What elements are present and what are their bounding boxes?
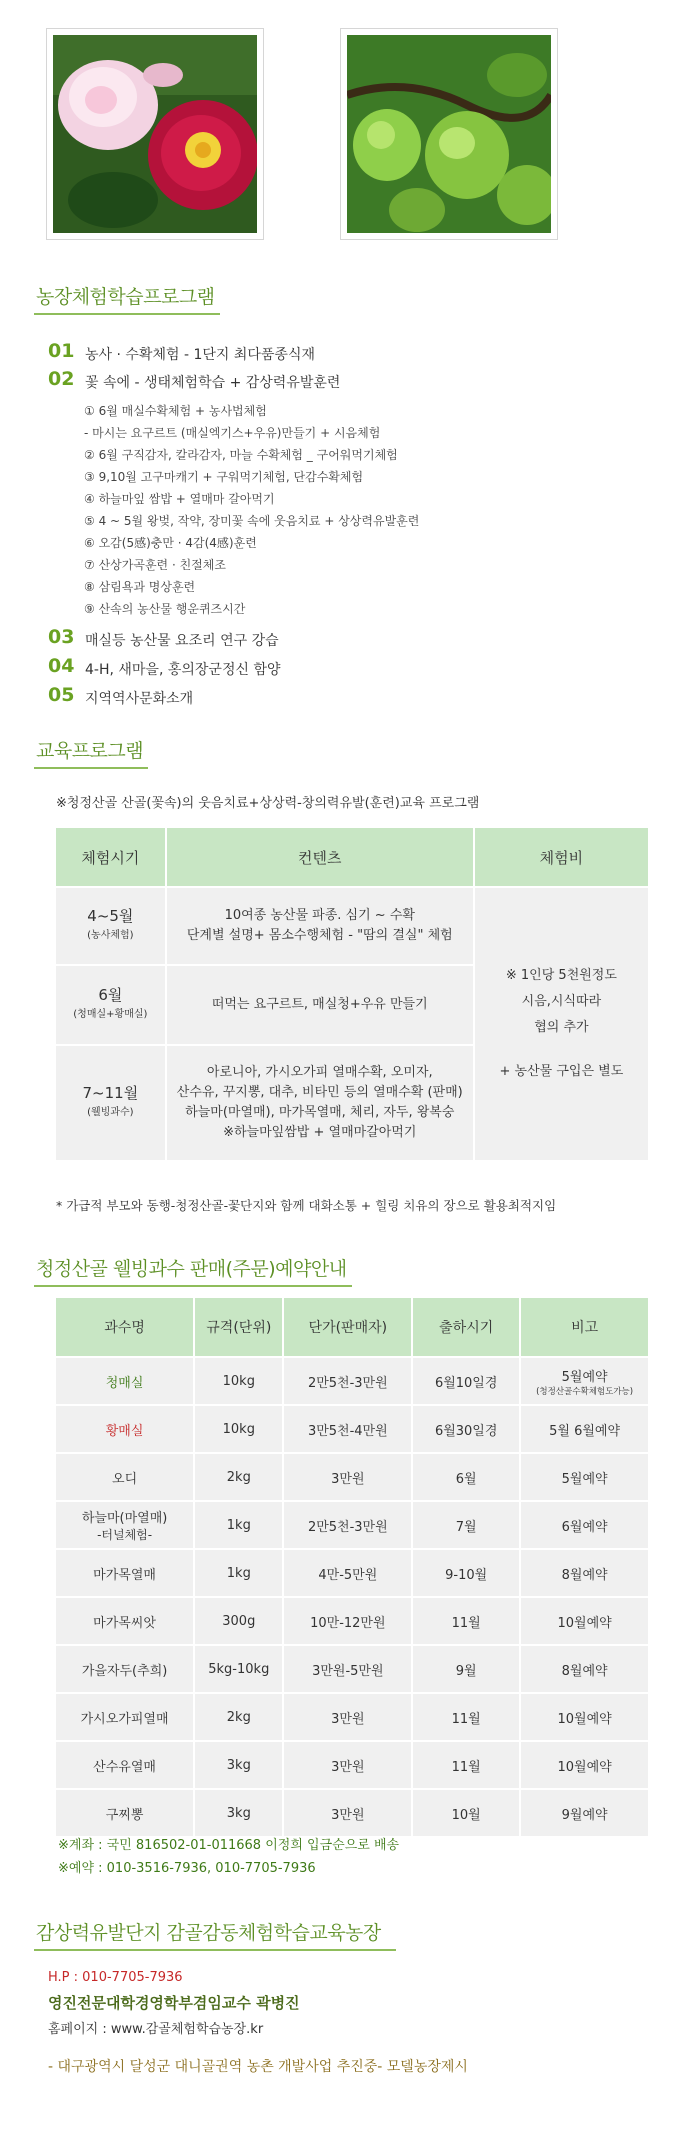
fruit-name: 마가목씨앗: [56, 1598, 193, 1644]
period-sublabel: (웰빙과수): [87, 1107, 134, 1118]
content-line: ※하늘마잎쌈밥 + 열매마갈아먹기: [223, 1125, 417, 1140]
contact-name: 영진전문대학경영학부겸임교수 곽병진: [48, 1994, 300, 2012]
period-sublabel: (청매실+황매실): [73, 1009, 148, 1020]
fruit-note: 8월예약: [521, 1550, 648, 1596]
program-subitem: - 마시는 요구르트 (매실엑기스+우유)만들기 + 시음체험: [84, 426, 381, 440]
fruit-name: [56, 1502, 193, 1548]
fruit-note: 10월예약: [521, 1742, 648, 1788]
table-header: 출하시기: [413, 1298, 519, 1356]
green-plum-photo: [340, 28, 558, 240]
peony-flower-photo: [46, 28, 264, 240]
item-number: 01: [48, 340, 75, 362]
education-intro: ※청정산골 산골(꽃속)의 웃음치료+상상력-창의력유발(훈련)교육 프로그램: [56, 796, 480, 811]
table-row: [56, 1358, 648, 1404]
fruit-ship: 6월10일경: [413, 1358, 519, 1404]
program-subitem: ⑥ 오감(5感)충만 · 4감(4感)훈련: [84, 536, 257, 550]
table-header: 컨텐츠: [167, 828, 473, 886]
note-sub: (청정산골수확체험도가능): [536, 1386, 634, 1397]
fruit-spec: 10kg: [195, 1358, 282, 1404]
program-subitem: ⑤ 4 ~ 5월 왕벚, 작약, 장미꽃 속에 웃음치료 + 상상력유발훈련: [84, 514, 420, 528]
table-row: [56, 888, 648, 964]
content-line: 하늘마(마열매), 마가목열매, 체리, 자두, 왕복숭: [185, 1105, 455, 1120]
sales-reservation-title: 청정산골 웰빙과수 판매(주문)예약안내: [36, 1254, 347, 1281]
fruit-name: 가을자두(추희): [56, 1646, 193, 1692]
program-subitem: ③ 9,10월 고구마캐기 + 구워먹기체험, 단감수확체험: [84, 470, 364, 484]
fruit-spec: 300g: [195, 1598, 282, 1644]
fruit-name: 오디: [56, 1454, 193, 1500]
reservation-phones: ※예약 : 010-3516-7936, 010-7705-7936: [58, 1861, 316, 1876]
fruit-price: 10만-12만원: [284, 1598, 411, 1644]
fruit-name: 구찌뽕: [56, 1790, 193, 1836]
fruit-note: 10월예약: [521, 1598, 648, 1644]
peony-flower-image: [53, 35, 257, 233]
content-line: 10여종 농산물 파종. 심기 ~ 수확: [224, 908, 415, 923]
table-row: [56, 1646, 648, 1692]
fruit-spec: 1kg: [195, 1550, 282, 1596]
fruit-price: 3만원-5만원: [284, 1646, 411, 1692]
development-slogan: - 대구광역시 달성군 대니골권역 농촌 개발사업 추진중- 모델농장제시: [48, 2059, 468, 2075]
table-row: [56, 1502, 648, 1548]
fruit-name-sub: -터널체험-: [97, 1528, 153, 1542]
table-row: [56, 1406, 648, 1452]
table-header: 비고: [521, 1298, 648, 1356]
program-subitem: ⑧ 삼림욕과 명상훈련: [84, 580, 196, 594]
program-item: 꽃 속에 - 생태체험학습 + 감상력유발훈련: [85, 375, 341, 391]
account-info: ※계좌 : 국민 816502-01-011668 이정희 입금순으로 배송: [58, 1838, 400, 1853]
fruit-spec: 5kg-10kg: [195, 1646, 282, 1692]
content-cell: [167, 966, 473, 1044]
table-row: [56, 1694, 648, 1740]
table-header: 체험비: [475, 828, 648, 886]
period-cell: [56, 966, 165, 1044]
content-line: 떠먹는 요구르트, 매실청+우유 만들기: [211, 997, 428, 1012]
fruit-spec: 3kg: [195, 1742, 282, 1788]
period-cell: [56, 888, 165, 964]
fruit-note: 6월예약: [521, 1502, 648, 1548]
fee-cell: [475, 888, 648, 1160]
fruit-note: 9월예약: [521, 1790, 648, 1836]
fruit-name: 산수유열매: [56, 1742, 193, 1788]
green-plum-image: [347, 35, 551, 233]
farm-contact-title: 감상력유발단지 감골감동체험학습교육농장: [36, 1918, 381, 1945]
fruit-price: 3만5천-4만원: [284, 1406, 411, 1452]
table-row: [56, 1790, 648, 1836]
homepage-link[interactable]: 홈페이지 : www.감골체험학습농장.kr: [48, 2022, 264, 2037]
period-label: 7~11월: [82, 1084, 139, 1102]
table-row: [56, 1598, 648, 1644]
content-line: 단계별 설명+ 몸소수행체험 - "땀의 결실" 체험: [186, 928, 453, 943]
program-item: 매실등 농산물 요조리 연구 강습: [85, 633, 279, 649]
fruit-ship: 7월: [413, 1502, 519, 1548]
program-item: 지역역사문화소개: [85, 691, 194, 707]
education-table: [54, 826, 650, 1162]
program-item: 농사 · 수확체험 - 1단지 최다품종식재: [85, 347, 315, 363]
fruit-spec: 1kg: [195, 1502, 282, 1548]
fruit-price: 2만5천-3만원: [284, 1358, 411, 1404]
program-subitem: ⑨ 산속의 농산물 행운퀴즈시간: [84, 602, 246, 616]
fee-line: ※ 1인당 5천원정도: [505, 968, 617, 983]
farm-program-title: 농장체험학습프로그램: [36, 282, 215, 309]
period-label: 6월: [98, 986, 123, 1004]
period-cell: [56, 1046, 165, 1160]
content-line: 아로니아, 가시오가피 열매수확, 오미자,: [206, 1065, 433, 1080]
fee-line: 시음,시식따라: [521, 994, 602, 1009]
fruit-spec: 2kg: [195, 1454, 282, 1500]
fruit-spec: 10kg: [195, 1406, 282, 1452]
fee-line: 협의 추가: [534, 1020, 589, 1035]
period-sublabel: (농사체험): [87, 930, 134, 941]
item-number: 04: [48, 655, 75, 677]
table-header-row: [56, 1298, 648, 1356]
fruit-note: [521, 1358, 648, 1404]
program-subitem: ② 6월 구직감자, 칼라감자, 마늘 수확체험 _ 구어워먹기체험: [84, 448, 398, 462]
table-row: [56, 1742, 648, 1788]
table-header: 과수명: [56, 1298, 193, 1356]
table-header: 규격(단위): [195, 1298, 282, 1356]
fruit-price: 3만원: [284, 1742, 411, 1788]
content-cell: [167, 888, 473, 964]
education-footnote: * 가급적 부모와 동행-청정산골-꽃단지와 함께 대화소통 + 힐링 치유의 장으로 활용최적지임: [56, 1198, 557, 1213]
fruit-ship: 11월: [413, 1694, 519, 1740]
contact-phone: H.P : 010-7705-7936: [48, 1970, 183, 1985]
item-number: 02: [48, 368, 75, 390]
fee-line: + 농산물 구입은 별도: [499, 1064, 624, 1079]
program-subitem: ⑦ 산상가곡훈련 · 친절체조: [84, 558, 226, 572]
table-header: 체험시기: [56, 828, 165, 886]
fruit-spec: 2kg: [195, 1694, 282, 1740]
fruit-name: 마가목열매: [56, 1550, 193, 1596]
fruit-note: 5월 6월예약: [521, 1406, 648, 1452]
item-number: 05: [48, 684, 75, 706]
fruit-price: 3만원: [284, 1454, 411, 1500]
fruit-note: 8월예약: [521, 1646, 648, 1692]
fruit-note: 5월예약: [521, 1454, 648, 1500]
fruit-ship: 6월: [413, 1454, 519, 1500]
fruit-name: 청매실: [56, 1358, 193, 1404]
fruit-name-main: 하늘마(마열매): [81, 1511, 168, 1526]
note-main: 5월예약: [561, 1369, 608, 1385]
fruit-ship: 11월: [413, 1598, 519, 1644]
fruit-name: 가시오가피열매: [56, 1694, 193, 1740]
fruit-ship: 11월: [413, 1742, 519, 1788]
fruit-price: 4만-5만원: [284, 1550, 411, 1596]
table-row: [56, 1454, 648, 1500]
fruit-price: 3만원: [284, 1790, 411, 1836]
fruit-ship: 9월: [413, 1646, 519, 1692]
content-cell: [167, 1046, 473, 1160]
period-label: 4~5월: [87, 907, 134, 925]
fruit-ship: 10월: [413, 1790, 519, 1836]
table-header: 단가(판매자): [284, 1298, 411, 1356]
program-item: 4-H, 새마을, 홍의장군정신 함양: [85, 662, 281, 678]
fruit-ship: 9-10월: [413, 1550, 519, 1596]
item-number: 03: [48, 626, 75, 648]
sales-table: [54, 1296, 650, 1838]
fruit-price: 2만5천-3만원: [284, 1502, 411, 1548]
table-row: [56, 1550, 648, 1596]
fee-spacer: [476, 1041, 647, 1059]
program-subitem: ④ 하늘마잎 쌈밥 + 열매마 갈아먹기: [84, 492, 275, 506]
content-line: 산수유, 꾸지뽕, 대추, 비타민 등의 열매수확 (판매): [176, 1085, 463, 1100]
fruit-price: 3만원: [284, 1694, 411, 1740]
fruit-spec: 3kg: [195, 1790, 282, 1836]
fruit-ship: 6월30일경: [413, 1406, 519, 1452]
education-program-title: 교육프로그램: [36, 736, 143, 763]
program-subitem: ① 6월 매실수확체험 + 농사법체험: [84, 404, 267, 418]
table-header-row: [56, 828, 648, 886]
fruit-note: 10월예약: [521, 1694, 648, 1740]
fruit-name: 황매실: [56, 1406, 193, 1452]
